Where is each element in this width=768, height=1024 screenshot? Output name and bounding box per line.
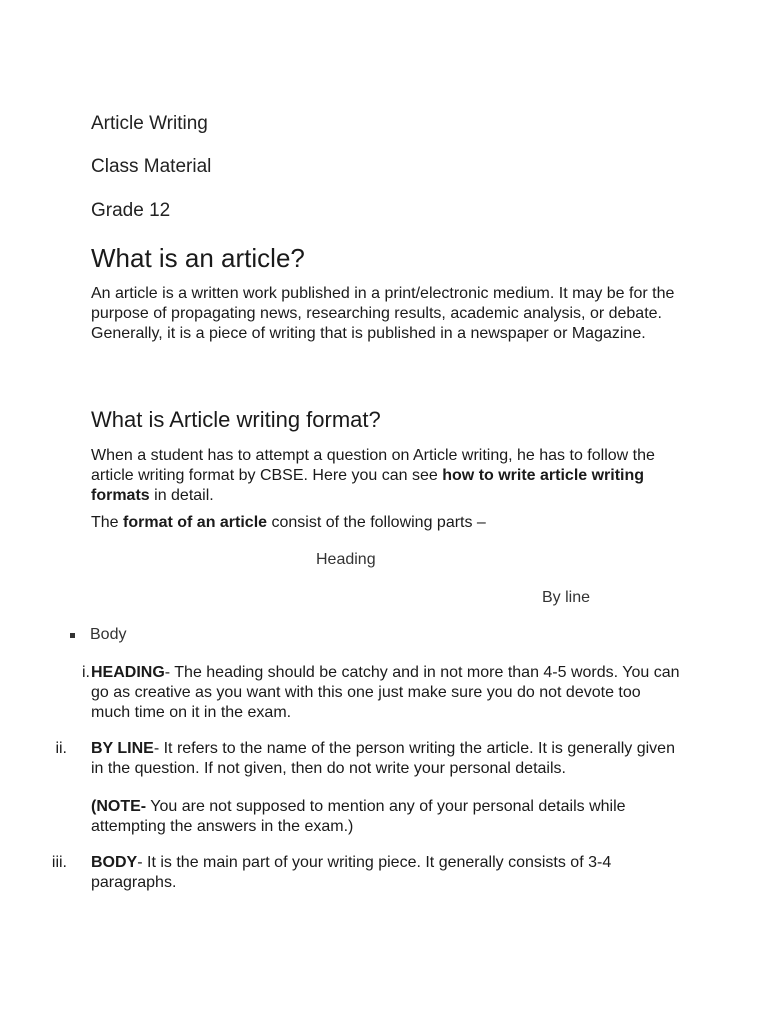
detail-label: HEADING: [91, 664, 165, 681]
list-numeral: i.: [82, 664, 90, 681]
format-parts-paragraph: [91, 513, 681, 533]
format-parts-end: consist of the following parts –: [267, 514, 486, 531]
format-part-heading: Heading: [316, 551, 376, 568]
note-paragraph: [91, 797, 681, 837]
list-numeral: iii.: [51, 854, 67, 871]
format-intro-paragraph: [91, 446, 681, 506]
format-part-body-item: [70, 626, 126, 644]
section-heading-format: What is Article writing format?: [91, 407, 381, 432]
note-body: You are not supposed to mention any of your personal details while attempting the answers in the exam.): [91, 798, 626, 835]
note-label: (NOTE-: [91, 798, 147, 815]
format-part-by-line: By line: [542, 589, 591, 606]
format-parts-text: The: [91, 514, 124, 531]
square-bullet-icon: [70, 633, 75, 638]
doc-title: Article Writing: [91, 113, 208, 134]
detail-label: BODY: [91, 854, 138, 871]
detail-text: [91, 663, 681, 723]
format-intro-text: When a student has to attempt a question on Article writing, he has to follow the article writing format by CBSE. Here you can see: [91, 447, 655, 484]
format-part-body: Body: [90, 626, 127, 643]
detail-text: [91, 853, 681, 893]
doc-subtitle: Class Material: [91, 156, 212, 177]
detail-text: [91, 739, 681, 779]
detail-body: - It is the main part of your writing piece. It generally consists of 3-4 paragraphs.: [91, 854, 612, 891]
list-numeral: ii.: [55, 740, 67, 757]
article-definition-paragraph: An article is a written work published in a print/electronic medium. It may be for the purpose of propagating news, researching results, academic analysis, or debate. Generally, it is a piece of writing that is published in a newspaper or Magazine.: [91, 285, 675, 342]
detail-label: BY LINE: [91, 740, 154, 757]
detail-body: - The heading should be catchy and in not more than 4-5 words. You can go as creative as you want with this one just make sure you do not devote too much time on it in the exam.: [91, 664, 680, 721]
format-parts-bold: format of an article: [123, 514, 268, 531]
format-intro-bold: how to write article writing formats: [91, 467, 645, 504]
section-heading-what-is-article: What is an article?: [91, 243, 305, 273]
format-intro-end: in detail.: [149, 487, 214, 504]
doc-grade: Grade 12: [91, 200, 171, 221]
detail-body: - It refers to the name of the person writing the article. It is generally given in the question. If not given, then do not write your personal details.: [91, 740, 675, 777]
